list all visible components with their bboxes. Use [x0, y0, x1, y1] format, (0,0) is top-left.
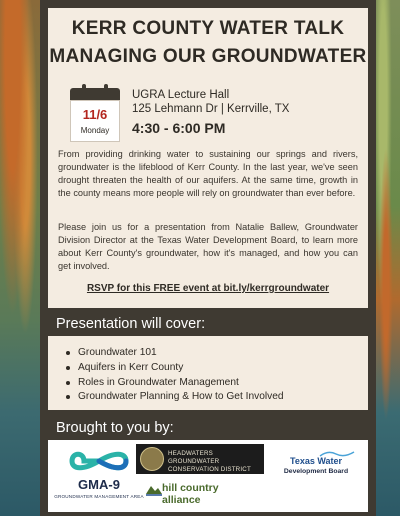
- rsvp-link[interactable]: RSVP for this FREE event at bit.ly/kerrgroundwater: [86, 283, 330, 294]
- coverage-card: [48, 336, 368, 410]
- calendar-icon: [70, 88, 120, 142]
- list-item-label: Roles in Groundwater Management: [78, 376, 239, 388]
- event-time: 4:30 - 6:00 PM: [132, 120, 226, 136]
- invitation-paragraph: Please join us for a presentation from Natalie Ballew, Groundwater Division Director at the Texas Water Development Board, to learn more about Kerr County's groundwater, how it's managed, and how you can get involved.: [58, 222, 358, 272]
- gma-name: GMA-9: [78, 477, 120, 492]
- hgcd-name: [168, 450, 262, 474]
- list-item: [66, 361, 284, 376]
- hills-icon: [146, 482, 162, 496]
- coverage-heading: Presentation will cover:: [48, 312, 248, 336]
- twdb-logo: [270, 448, 362, 488]
- calendar-header: [70, 88, 120, 100]
- scenic-background-right: [372, 0, 400, 516]
- bullet-icon: [66, 381, 70, 385]
- venue-block: [132, 88, 289, 116]
- bullet-icon: [66, 366, 70, 370]
- hgcd-line1: HEADWATERS GROUNDWATER: [168, 450, 220, 465]
- scenic-background-left: [0, 0, 42, 516]
- twdb-line1: Texas Water: [289, 456, 343, 466]
- hgcd-line2: CONSERVATION DISTRICT: [168, 466, 251, 473]
- infinity-icon: [54, 444, 144, 478]
- list-item-label: Groundwater Planning & How to Get Involved: [78, 391, 284, 403]
- list-item-label: Aquifers in Kerr County: [78, 361, 184, 373]
- hca-name: hill country alliance: [162, 482, 219, 506]
- bullet-icon: [66, 351, 70, 355]
- calendar-page: [70, 100, 120, 142]
- hill-country-alliance-logo: [146, 478, 256, 506]
- event-card: [48, 8, 368, 308]
- event-day: Monday: [80, 126, 110, 135]
- list-item: [66, 376, 284, 391]
- list-item: [66, 390, 284, 405]
- sponsors-heading: Brought to you by:: [56, 420, 174, 436]
- flyer-subtitle: MANAGING OUR GROUNDWATER: [49, 46, 367, 67]
- intro-paragraph: From providing drinking water to sustaining our springs and rivers, groundwater is the lifeblood of Kerr County. In the last year, we've seen drought threaten the health of our aquifers. At the same time, growth in the county means more people will rely on groundwater than ever before.: [58, 149, 358, 199]
- twdb-line2: Development Board: [283, 468, 349, 475]
- sponsors-card: [48, 440, 368, 512]
- list-item: [66, 346, 284, 361]
- calendar-ring: [104, 84, 108, 93]
- calendar-ring: [82, 84, 86, 93]
- flyer-title: KERR COUNTY WATER TALK: [71, 18, 345, 39]
- venue-address: 125 Lehmann Dr | Kerrville, TX: [132, 103, 290, 115]
- gma-subtitle: GROUNDWATER MANAGEMENT AREA: [54, 494, 144, 499]
- gma-9-logo: [54, 444, 144, 506]
- seal-icon: [140, 447, 164, 471]
- list-item-label: Groundwater 101: [78, 347, 157, 358]
- venue-name: UGRA Lecture Hall: [132, 89, 230, 101]
- coverage-list: [66, 346, 284, 405]
- bullet-icon: [66, 395, 70, 399]
- event-date: 11/6: [82, 107, 108, 122]
- hgcd-logo: [136, 444, 264, 474]
